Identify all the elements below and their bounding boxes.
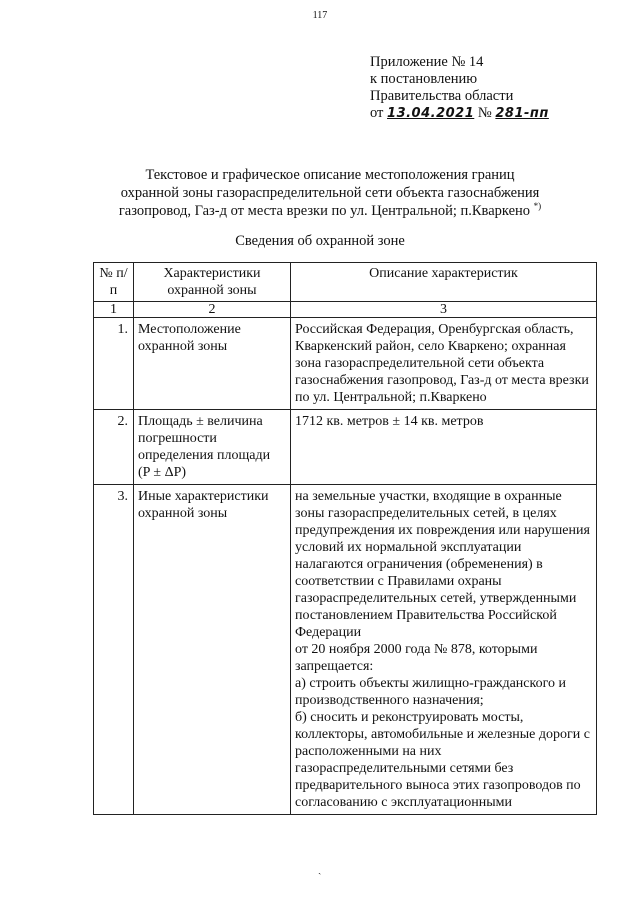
column-number-1: 1	[94, 302, 134, 318]
section-heading: Сведения об охранной зоне	[235, 233, 405, 249]
table-column-numbers-row	[94, 302, 597, 318]
row-number: 1.	[94, 318, 134, 410]
column-number-3: 3	[291, 302, 597, 318]
footnote-mark: *)	[533, 201, 542, 211]
appendix-block	[370, 54, 549, 122]
appendix-line-1: Приложение № 14	[370, 54, 484, 70]
appendix-line-2: к постановлению	[370, 71, 478, 87]
table-header-row	[94, 263, 597, 302]
protection-zone-table	[93, 262, 597, 815]
document-title	[60, 166, 600, 220]
title-line-1: Текстовое и графическое описание местоположения границ	[145, 167, 515, 183]
row-number: 2.	[94, 410, 134, 485]
bottom-mark: ˎ	[318, 864, 322, 875]
appendix-line-3: Правительства области	[370, 88, 514, 104]
number-label: №	[477, 105, 492, 121]
row-characteristic: Иные характеристики охранной зоны	[134, 485, 291, 815]
description-paragraph: а) строить объекты жилищно-гражданского и производственного назначения;	[295, 676, 566, 708]
table-row	[94, 318, 597, 410]
description-paragraph: от 20 ноября 2000 года № 878, которыми запрещается:	[295, 642, 538, 674]
row-description	[291, 485, 597, 815]
row-characteristic: Площадь ± величина погрешности определения площади (P ± ΔP)	[134, 410, 291, 485]
description-paragraph: б) сносить и реконструировать мосты, коллекторы, автомобильные и железные дороги с расположенными на них газораспределительными сетями без предварительного выноса этих газопроводов по согласованию с эксплуатационными	[295, 710, 590, 810]
title-line-2: охранной зоны газораспределительной сети объекта газоснабжения	[120, 185, 540, 201]
handwritten-number: 281-пп	[495, 106, 549, 121]
header-description: Описание характеристик	[291, 263, 597, 302]
from-label: от	[370, 105, 384, 121]
description-paragraph: на земельные участки, входящие в охранные зоны газораспределительных сетей, в целях предупреждения их повреждения или нарушения условий их нормальной эксплуатации налагаются ограничения (обременения) в соответствии с Правилами охраны газораспределительных сетей, утвержденными постановлением Правительства Российской Федерации	[295, 489, 590, 640]
table-row	[94, 410, 597, 485]
page-number: 117	[312, 10, 328, 21]
header-number: № п/п	[94, 263, 134, 302]
header-characteristic: Характеристики охранной зоны	[134, 263, 291, 302]
row-description: 1712 кв. метров ± 14 кв. метров	[291, 410, 597, 485]
column-number-2: 2	[134, 302, 291, 318]
row-characteristic: Местоположение охранной зоны	[134, 318, 291, 410]
appendix-date-line	[370, 105, 549, 122]
row-description: Российская Федерация, Оренбургская область, Кваркенский район, село Кваркено; охранная зона газораспределительной сети объекта газоснабжения газопровод, Газ-д от места врезки по ул. Центральной; п.Кваркено	[291, 318, 597, 410]
title-line-3	[60, 202, 600, 220]
title-line-3-text: газопровод, Газ-д от места врезки по ул. Центральной; п.Кваркено	[118, 203, 531, 219]
handwritten-date: 13.04.2021	[387, 106, 475, 121]
row-number: 3.	[94, 485, 134, 815]
table-row	[94, 485, 597, 815]
